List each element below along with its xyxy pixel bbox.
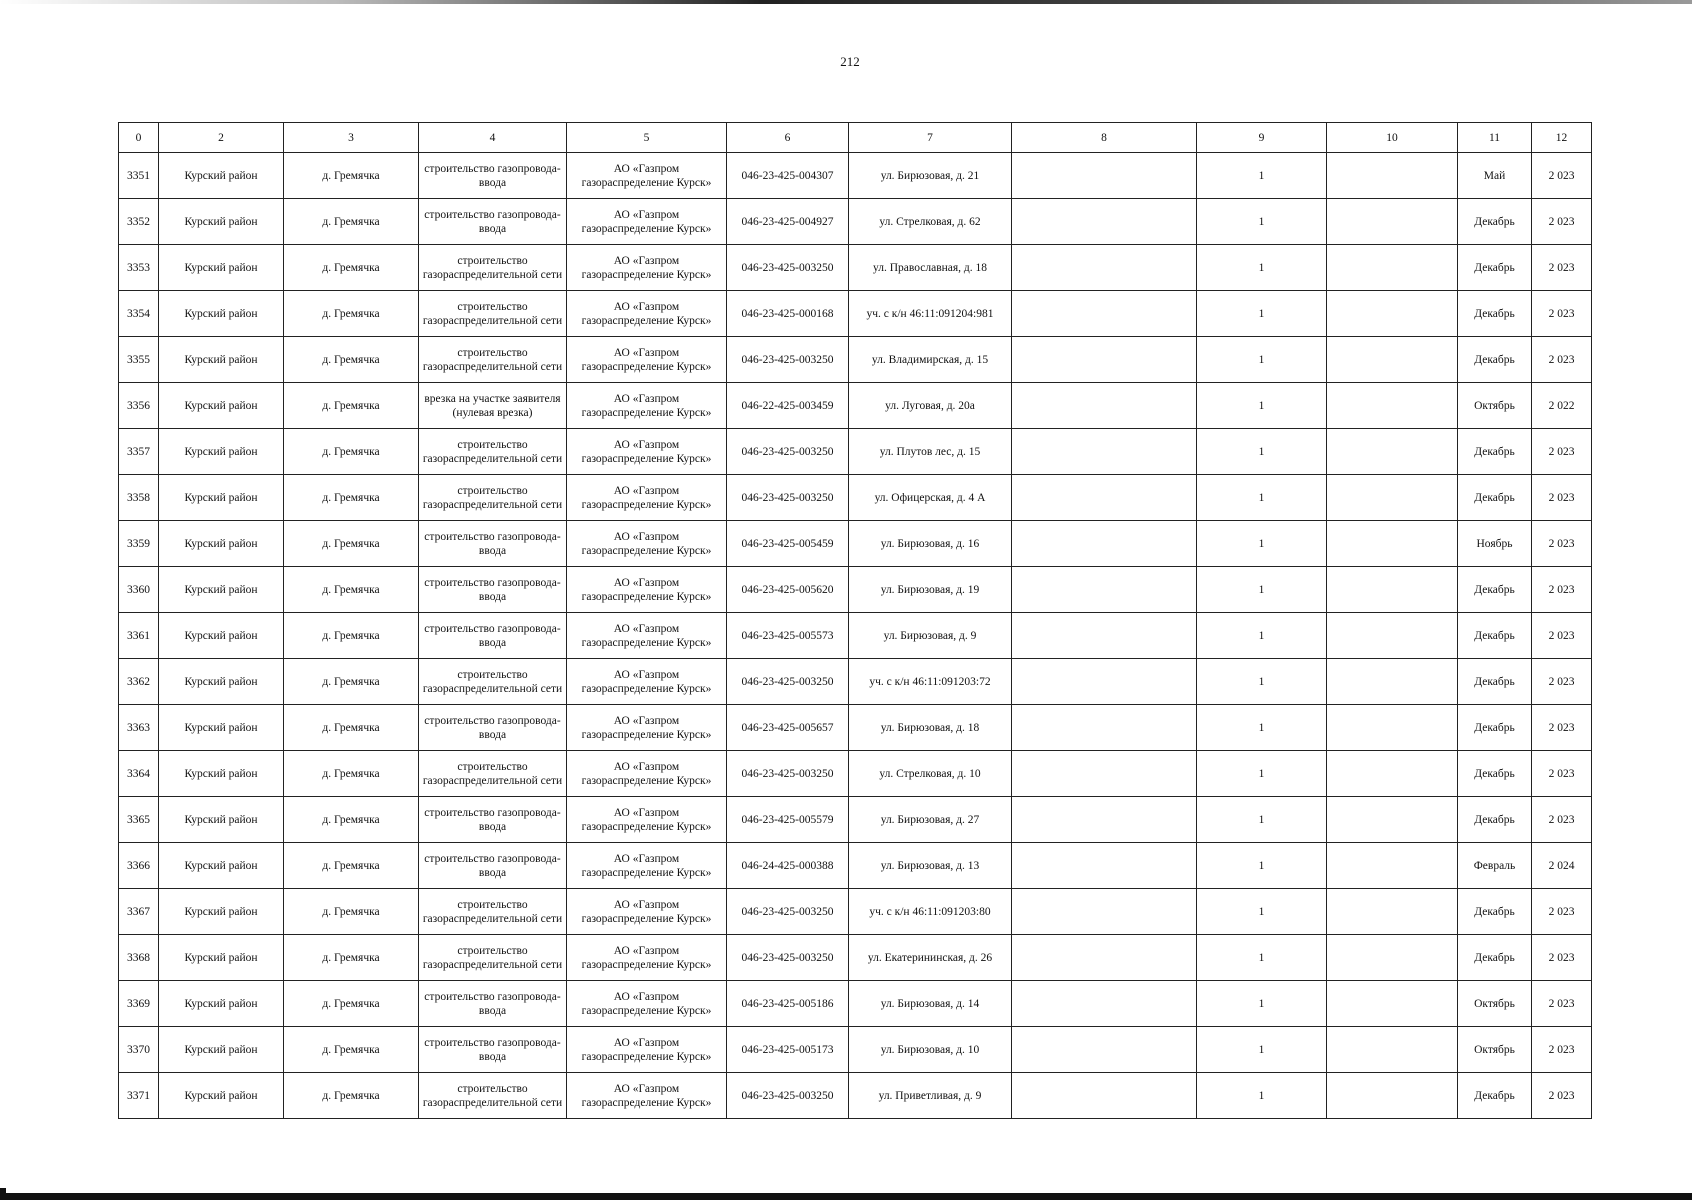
column-8-cell [1012, 521, 1197, 567]
table-row [119, 1073, 1592, 1119]
quantity-cell: 1 [1197, 1073, 1327, 1119]
year-cell: 2 023 [1532, 613, 1592, 659]
month-cell: Декабрь [1458, 751, 1532, 797]
scan-top-edge [0, 0, 1692, 4]
column-header: 6 [727, 123, 849, 153]
village-cell: д. Гремячка [284, 475, 419, 521]
column-header: 7 [849, 123, 1012, 153]
work-type-cell: строительство газораспределительной сети [419, 1073, 567, 1119]
header-row [119, 123, 1592, 153]
quantity-cell: 1 [1197, 383, 1327, 429]
column-header: 3 [284, 123, 419, 153]
district-cell: Курский район [159, 521, 284, 567]
scan-corner-mark [0, 1188, 6, 1200]
district-cell: Курский район [159, 705, 284, 751]
quantity-cell: 1 [1197, 429, 1327, 475]
work-type-cell: строительство газопровода-ввода [419, 843, 567, 889]
village-cell: д. Гремячка [284, 383, 419, 429]
organization-cell: АО «Газпром газораспределение Курск» [567, 245, 727, 291]
address-cell: ул. Бирюзовая, д. 16 [849, 521, 1012, 567]
row-number: 3357 [119, 429, 159, 475]
column-10-cell [1327, 521, 1458, 567]
column-10-cell [1327, 199, 1458, 245]
month-cell: Октябрь [1458, 981, 1532, 1027]
quantity-cell: 1 [1197, 981, 1327, 1027]
organization-cell: АО «Газпром газораспределение Курск» [567, 291, 727, 337]
address-cell: ул. Екатерининская, д. 26 [849, 935, 1012, 981]
column-8-cell [1012, 613, 1197, 659]
address-cell: ул. Приветливая, д. 9 [849, 1073, 1012, 1119]
application-code-cell: 046-23-425-005173 [727, 1027, 849, 1073]
column-10-cell [1327, 843, 1458, 889]
column-header: 4 [419, 123, 567, 153]
district-cell: Курский район [159, 797, 284, 843]
application-code-cell: 046-23-425-004307 [727, 153, 849, 199]
village-cell: д. Гремячка [284, 751, 419, 797]
address-cell: ул. Бирюзовая, д. 27 [849, 797, 1012, 843]
year-cell: 2 023 [1532, 797, 1592, 843]
application-code-cell: 046-23-425-000168 [727, 291, 849, 337]
column-10-cell [1327, 705, 1458, 751]
row-number: 3366 [119, 843, 159, 889]
table-row [119, 705, 1592, 751]
organization-cell: АО «Газпром газораспределение Курск» [567, 843, 727, 889]
address-cell: ул. Владимирская, д. 15 [849, 337, 1012, 383]
quantity-cell: 1 [1197, 935, 1327, 981]
quantity-cell: 1 [1197, 613, 1327, 659]
year-cell: 2 023 [1532, 981, 1592, 1027]
column-8-cell [1012, 889, 1197, 935]
work-type-cell: строительство газораспределительной сети [419, 659, 567, 705]
work-type-cell: строительство газопровода-ввода [419, 153, 567, 199]
village-cell: д. Гремячка [284, 291, 419, 337]
month-cell: Декабрь [1458, 935, 1532, 981]
column-8-cell [1012, 383, 1197, 429]
month-cell: Декабрь [1458, 889, 1532, 935]
quantity-cell: 1 [1197, 337, 1327, 383]
work-type-cell: строительство газораспределительной сети [419, 889, 567, 935]
column-8-cell [1012, 705, 1197, 751]
column-8-cell [1012, 567, 1197, 613]
column-10-cell [1327, 429, 1458, 475]
address-cell: ул. Бирюзовая, д. 19 [849, 567, 1012, 613]
quantity-cell: 1 [1197, 659, 1327, 705]
column-10-cell [1327, 245, 1458, 291]
quantity-cell: 1 [1197, 153, 1327, 199]
month-cell: Декабрь [1458, 199, 1532, 245]
work-type-cell: строительство газораспределительной сети [419, 429, 567, 475]
work-type-cell: строительство газораспределительной сети [419, 337, 567, 383]
row-number: 3351 [119, 153, 159, 199]
work-type-cell: строительство газопровода-ввода [419, 797, 567, 843]
table-row [119, 751, 1592, 797]
month-cell: Октябрь [1458, 383, 1532, 429]
column-10-cell [1327, 291, 1458, 337]
table-row [119, 153, 1592, 199]
month-cell: Февраль [1458, 843, 1532, 889]
year-cell: 2 023 [1532, 705, 1592, 751]
month-cell: Декабрь [1458, 567, 1532, 613]
village-cell: д. Гремячка [284, 659, 419, 705]
application-code-cell: 046-23-425-003250 [727, 1073, 849, 1119]
work-type-cell: строительство газопровода-ввода [419, 199, 567, 245]
organization-cell: АО «Газпром газораспределение Курск» [567, 659, 727, 705]
work-type-cell: строительство газопровода-ввода [419, 705, 567, 751]
row-number: 3367 [119, 889, 159, 935]
district-cell: Курский район [159, 935, 284, 981]
month-cell: Декабрь [1458, 705, 1532, 751]
district-cell: Курский район [159, 291, 284, 337]
village-cell: д. Гремячка [284, 153, 419, 199]
application-code-cell: 046-22-425-003459 [727, 383, 849, 429]
application-code-cell: 046-23-425-003250 [727, 751, 849, 797]
village-cell: д. Гремячка [284, 429, 419, 475]
address-cell: ул. Офицерская, д. 4 А [849, 475, 1012, 521]
table-row [119, 797, 1592, 843]
village-cell: д. Гремячка [284, 1073, 419, 1119]
table-row [119, 199, 1592, 245]
year-cell: 2 023 [1532, 935, 1592, 981]
organization-cell: АО «Газпром газораспределение Курск» [567, 383, 727, 429]
work-type-cell: строительство газораспределительной сети [419, 751, 567, 797]
work-type-cell: строительство газопровода-ввода [419, 613, 567, 659]
address-cell: ул. Бирюзовая, д. 10 [849, 1027, 1012, 1073]
column-8-cell [1012, 153, 1197, 199]
column-8-cell [1012, 291, 1197, 337]
district-cell: Курский район [159, 567, 284, 613]
month-cell: Декабрь [1458, 475, 1532, 521]
organization-cell: АО «Газпром газораспределение Курск» [567, 153, 727, 199]
village-cell: д. Гремячка [284, 613, 419, 659]
month-cell: Декабрь [1458, 245, 1532, 291]
address-cell: ул. Бирюзовая, д. 14 [849, 981, 1012, 1027]
application-code-cell: 046-23-425-003250 [727, 475, 849, 521]
column-10-cell [1327, 153, 1458, 199]
year-cell: 2 023 [1532, 153, 1592, 199]
column-8-cell [1012, 245, 1197, 291]
table-row [119, 521, 1592, 567]
table-row [119, 383, 1592, 429]
column-10-cell [1327, 797, 1458, 843]
organization-cell: АО «Газпром газораспределение Курск» [567, 521, 727, 567]
table-row [119, 291, 1592, 337]
table-row [119, 245, 1592, 291]
row-number: 3355 [119, 337, 159, 383]
year-cell: 2 023 [1532, 245, 1592, 291]
application-code-cell: 046-23-425-003250 [727, 935, 849, 981]
row-number: 3361 [119, 613, 159, 659]
table-row [119, 567, 1592, 613]
quantity-cell: 1 [1197, 475, 1327, 521]
organization-cell: АО «Газпром газораспределение Курск» [567, 1027, 727, 1073]
organization-cell: АО «Газпром газораспределение Курск» [567, 889, 727, 935]
district-cell: Курский район [159, 337, 284, 383]
year-cell: 2 022 [1532, 383, 1592, 429]
address-cell: ул. Бирюзовая, д. 21 [849, 153, 1012, 199]
quantity-cell: 1 [1197, 889, 1327, 935]
quantity-cell: 1 [1197, 843, 1327, 889]
table-row [119, 889, 1592, 935]
column-8-cell [1012, 981, 1197, 1027]
column-10-cell [1327, 1073, 1458, 1119]
application-code-cell: 046-23-425-005186 [727, 981, 849, 1027]
row-number: 3365 [119, 797, 159, 843]
column-10-cell [1327, 751, 1458, 797]
month-cell: Декабрь [1458, 797, 1532, 843]
column-8-cell [1012, 935, 1197, 981]
year-cell: 2 023 [1532, 751, 1592, 797]
work-type-cell: строительство газопровода-ввода [419, 981, 567, 1027]
column-header: 5 [567, 123, 727, 153]
application-code-cell: 046-23-425-003250 [727, 429, 849, 475]
month-cell: Декабрь [1458, 1073, 1532, 1119]
table-row [119, 981, 1592, 1027]
row-number: 3370 [119, 1027, 159, 1073]
application-code-cell: 046-23-425-003250 [727, 245, 849, 291]
district-cell: Курский район [159, 1073, 284, 1119]
row-number: 3362 [119, 659, 159, 705]
quantity-cell: 1 [1197, 1027, 1327, 1073]
district-cell: Курский район [159, 659, 284, 705]
column-8-cell [1012, 429, 1197, 475]
row-number: 3360 [119, 567, 159, 613]
month-cell: Ноябрь [1458, 521, 1532, 567]
column-10-cell [1327, 659, 1458, 705]
row-number: 3369 [119, 981, 159, 1027]
address-cell: уч. с к/н 46:11:091203:80 [849, 889, 1012, 935]
district-cell: Курский район [159, 429, 284, 475]
quantity-cell: 1 [1197, 291, 1327, 337]
application-code-cell: 046-23-425-005620 [727, 567, 849, 613]
village-cell: д. Гремячка [284, 521, 419, 567]
quantity-cell: 1 [1197, 751, 1327, 797]
village-cell: д. Гремячка [284, 889, 419, 935]
column-8-cell [1012, 797, 1197, 843]
column-header: 12 [1532, 123, 1592, 153]
application-code-cell: 046-23-425-005579 [727, 797, 849, 843]
column-header: 2 [159, 123, 284, 153]
organization-cell: АО «Газпром газораспределение Курск» [567, 705, 727, 751]
column-10-cell [1327, 613, 1458, 659]
column-8-cell [1012, 843, 1197, 889]
column-10-cell [1327, 383, 1458, 429]
village-cell: д. Гремячка [284, 843, 419, 889]
application-code-cell: 046-23-425-005657 [727, 705, 849, 751]
data-table [118, 122, 1592, 1119]
organization-cell: АО «Газпром газораспределение Курск» [567, 613, 727, 659]
address-cell: ул. Стрелковая, д. 62 [849, 199, 1012, 245]
organization-cell: АО «Газпром газораспределение Курск» [567, 567, 727, 613]
table-body [119, 153, 1592, 1119]
month-cell: Декабрь [1458, 337, 1532, 383]
organization-cell: АО «Газпром газораспределение Курск» [567, 199, 727, 245]
column-8-cell [1012, 337, 1197, 383]
application-code-cell: 046-23-425-003250 [727, 659, 849, 705]
address-cell: ул. Бирюзовая, д. 18 [849, 705, 1012, 751]
address-cell: ул. Стрелковая, д. 10 [849, 751, 1012, 797]
column-10-cell [1327, 475, 1458, 521]
address-cell: уч. с к/н 46:11:091203:72 [849, 659, 1012, 705]
row-number: 3353 [119, 245, 159, 291]
district-cell: Курский район [159, 1027, 284, 1073]
address-cell: ул. Плутов лес, д. 15 [849, 429, 1012, 475]
application-code-cell: 046-24-425-000388 [727, 843, 849, 889]
quantity-cell: 1 [1197, 797, 1327, 843]
village-cell: д. Гремячка [284, 705, 419, 751]
month-cell: Декабрь [1458, 659, 1532, 705]
table-row [119, 843, 1592, 889]
organization-cell: АО «Газпром газораспределение Курск» [567, 337, 727, 383]
district-cell: Курский район [159, 245, 284, 291]
year-cell: 2 023 [1532, 521, 1592, 567]
work-type-cell: строительство газораспределительной сети [419, 935, 567, 981]
month-cell: Декабрь [1458, 429, 1532, 475]
column-8-cell [1012, 199, 1197, 245]
row-number: 3359 [119, 521, 159, 567]
district-cell: Курский район [159, 199, 284, 245]
table-row [119, 613, 1592, 659]
column-10-cell [1327, 889, 1458, 935]
month-cell: Октябрь [1458, 1027, 1532, 1073]
table-row [119, 475, 1592, 521]
work-type-cell: строительство газораспределительной сети [419, 475, 567, 521]
table-row [119, 935, 1592, 981]
column-8-cell [1012, 1073, 1197, 1119]
month-cell: Декабрь [1458, 291, 1532, 337]
row-number: 3354 [119, 291, 159, 337]
district-cell: Курский район [159, 383, 284, 429]
table-row [119, 659, 1592, 705]
work-type-cell: строительство газопровода-ввода [419, 521, 567, 567]
quantity-cell: 1 [1197, 245, 1327, 291]
year-cell: 2 023 [1532, 291, 1592, 337]
year-cell: 2 024 [1532, 843, 1592, 889]
row-number: 3371 [119, 1073, 159, 1119]
year-cell: 2 023 [1532, 889, 1592, 935]
work-type-cell: строительство газопровода-ввода [419, 1027, 567, 1073]
village-cell: д. Гремячка [284, 935, 419, 981]
district-cell: Курский район [159, 475, 284, 521]
organization-cell: АО «Газпром газораспределение Курск» [567, 1073, 727, 1119]
work-type-cell: врезка на участке заявителя (нулевая врезка) [419, 383, 567, 429]
work-type-cell: строительство газопровода-ввода [419, 567, 567, 613]
year-cell: 2 023 [1532, 659, 1592, 705]
district-cell: Курский район [159, 889, 284, 935]
village-cell: д. Гремячка [284, 981, 419, 1027]
column-header: 11 [1458, 123, 1532, 153]
column-10-cell [1327, 337, 1458, 383]
quantity-cell: 1 [1197, 705, 1327, 751]
organization-cell: АО «Газпром газораспределение Курск» [567, 429, 727, 475]
year-cell: 2 023 [1532, 475, 1592, 521]
village-cell: д. Гремячка [284, 1027, 419, 1073]
village-cell: д. Гремячка [284, 337, 419, 383]
district-cell: Курский район [159, 981, 284, 1027]
column-8-cell [1012, 475, 1197, 521]
quantity-cell: 1 [1197, 567, 1327, 613]
address-cell: ул. Луговая, д. 20а [849, 383, 1012, 429]
year-cell: 2 023 [1532, 337, 1592, 383]
year-cell: 2 023 [1532, 567, 1592, 613]
village-cell: д. Гремячка [284, 245, 419, 291]
column-10-cell [1327, 981, 1458, 1027]
column-8-cell [1012, 751, 1197, 797]
organization-cell: АО «Газпром газораспределение Курск» [567, 797, 727, 843]
row-number: 3364 [119, 751, 159, 797]
work-type-cell: строительство газораспределительной сети [419, 291, 567, 337]
district-cell: Курский район [159, 613, 284, 659]
scan-bottom-edge [0, 1193, 1692, 1200]
village-cell: д. Гремячка [284, 567, 419, 613]
work-type-cell: строительство газораспределительной сети [419, 245, 567, 291]
application-code-cell: 046-23-425-005459 [727, 521, 849, 567]
column-10-cell [1327, 935, 1458, 981]
application-code-cell: 046-23-425-003250 [727, 337, 849, 383]
address-cell: уч. с к/н 46:11:091204:981 [849, 291, 1012, 337]
row-number: 3356 [119, 383, 159, 429]
application-code-cell: 046-23-425-004927 [727, 199, 849, 245]
year-cell: 2 023 [1532, 429, 1592, 475]
row-number: 3352 [119, 199, 159, 245]
column-8-cell [1012, 659, 1197, 705]
district-cell: Курский район [159, 751, 284, 797]
row-number: 3368 [119, 935, 159, 981]
organization-cell: АО «Газпром газораспределение Курск» [567, 935, 727, 981]
year-cell: 2 023 [1532, 1027, 1592, 1073]
organization-cell: АО «Газпром газораспределение Курск» [567, 981, 727, 1027]
column-header: 8 [1012, 123, 1197, 153]
organization-cell: АО «Газпром газораспределение Курск» [567, 475, 727, 521]
row-number: 3358 [119, 475, 159, 521]
row-number: 3363 [119, 705, 159, 751]
table-row [119, 429, 1592, 475]
table-row [119, 1027, 1592, 1073]
month-cell: Май [1458, 153, 1532, 199]
column-header: 9 [1197, 123, 1327, 153]
column-header: 0 [119, 123, 159, 153]
column-header: 10 [1327, 123, 1458, 153]
address-cell: ул. Православная, д. 18 [849, 245, 1012, 291]
column-10-cell [1327, 567, 1458, 613]
column-10-cell [1327, 1027, 1458, 1073]
village-cell: д. Гремячка [284, 199, 419, 245]
application-code-cell: 046-23-425-003250 [727, 889, 849, 935]
application-code-cell: 046-23-425-005573 [727, 613, 849, 659]
address-cell: ул. Бирюзовая, д. 9 [849, 613, 1012, 659]
organization-cell: АО «Газпром газораспределение Курск» [567, 751, 727, 797]
table-row [119, 337, 1592, 383]
year-cell: 2 023 [1532, 1073, 1592, 1119]
quantity-cell: 1 [1197, 521, 1327, 567]
quantity-cell: 1 [1197, 199, 1327, 245]
district-cell: Курский район [159, 843, 284, 889]
month-cell: Декабрь [1458, 613, 1532, 659]
district-cell: Курский район [159, 153, 284, 199]
page-number: 212 [840, 54, 860, 69]
column-8-cell [1012, 1027, 1197, 1073]
village-cell: д. Гремячка [284, 797, 419, 843]
year-cell: 2 023 [1532, 199, 1592, 245]
address-cell: ул. Бирюзовая, д. 13 [849, 843, 1012, 889]
